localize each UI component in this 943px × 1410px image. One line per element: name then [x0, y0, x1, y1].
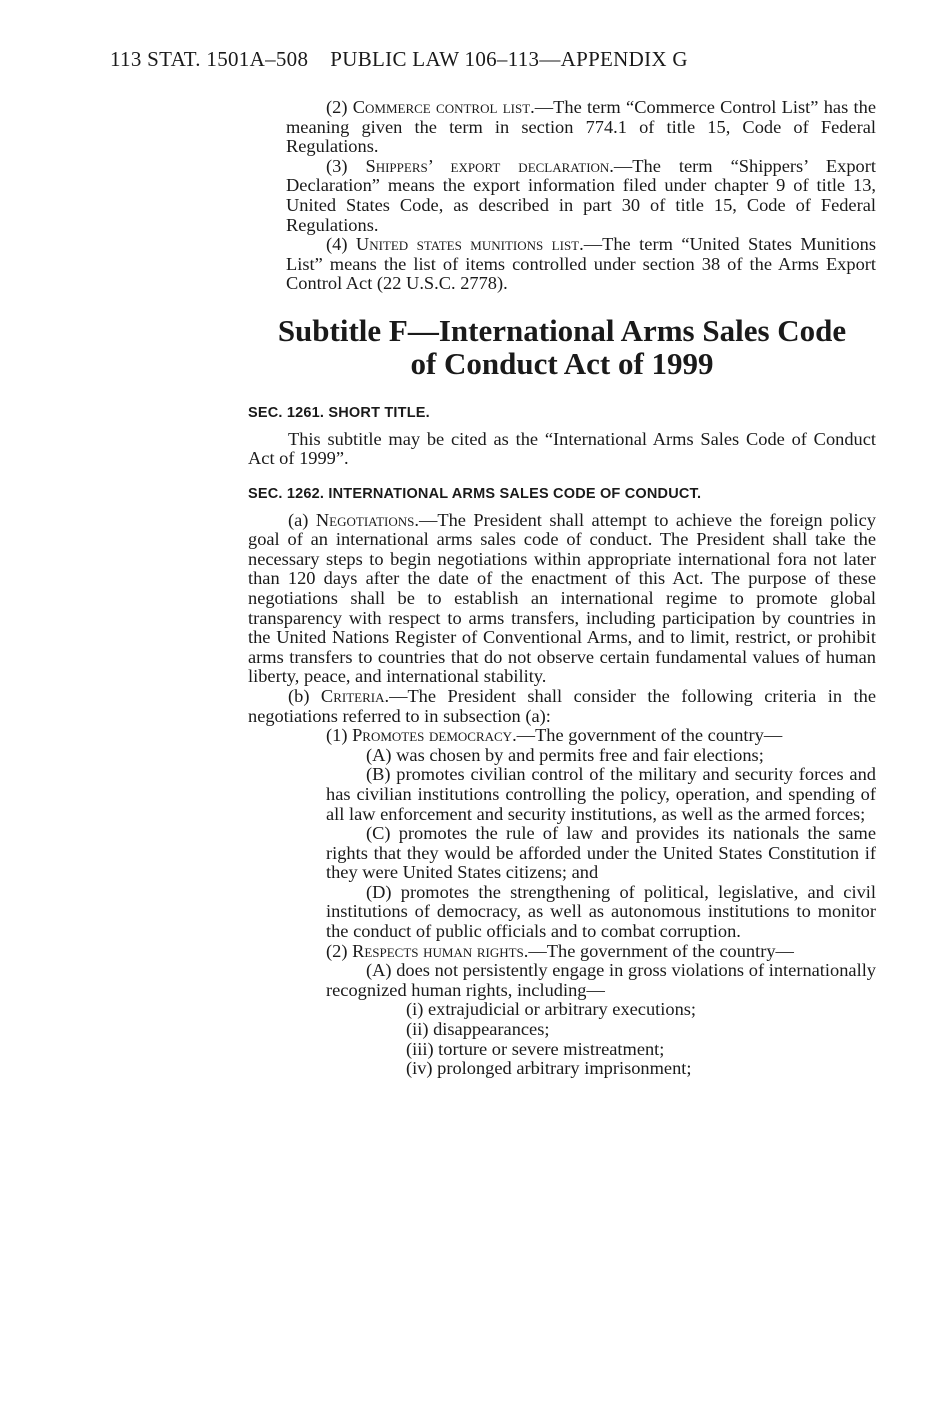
- subtitle-heading: Subtitle F—International Arms Sales Code of Conduct Act of 1999: [277, 313, 847, 381]
- section-1262: [248, 485, 876, 1079]
- subsection-term: Criteria.: [320, 685, 390, 706]
- defined-term: Shippers’ export declaration.: [365, 155, 614, 176]
- subparagraph: (C) promotes the rule of law and provides its nationals the same rights that they would be afforded under the United States Constitution if they were United States citizens; and: [326, 823, 876, 883]
- clause: (iii) torture or severe mistreatment;: [406, 1038, 665, 1059]
- paragraph-2: (2) Respects human rights.—The government of the country—: [326, 940, 794, 961]
- section-heading: SEC. 1262. INTERNATIONAL ARMS SALES CODE OF CONDUCT.: [248, 486, 702, 502]
- clause: (i) extrajudicial or arbitrary executions;: [406, 999, 697, 1020]
- definition-paragraph: (3) Shippers’ export declaration.—The term “Shippers’ Export Declaration” means the export information filed under chapter 9 of title 13, United States Code, as described in part 30 of title 15, Code of Federal Regulations.: [286, 155, 876, 235]
- subsection-b: (b) Criteria.—The President shall consider the following criteria in the negotiations referred to in subsection (a):: [248, 685, 876, 726]
- subparagraph: (A) does not persistently engage in gross violations of internationally recognized human rights, including—: [326, 960, 876, 1000]
- defined-term: United states munitions list.: [355, 234, 584, 255]
- running-header: [110, 47, 688, 72]
- law-title: PUBLIC LAW 106–113—APPENDIX G: [330, 47, 688, 71]
- paragraph-term: Respects human rights.: [352, 940, 529, 961]
- subsection-term: Negotiations.: [315, 509, 419, 530]
- definition-paragraph: (2) Commerce control list.—The term “Commerce Control List” has the meaning given the term in section 774.1 of title 15, Code of Federal Regulations.: [286, 97, 876, 157]
- section-heading: SEC. 1261. SHORT TITLE.: [248, 405, 430, 421]
- stat-citation: 113 STAT. 1501A–508: [110, 47, 309, 71]
- subsection-a: (a) Negotiations.—The President shall attempt to achieve the foreign policy goal of an international arms sales code of conduct. The President shall take the necessary steps to begin negotiations within appropriate international fora not later than 120 days after the date of the enactment of this Act. The purpose of these negotiations shall be to establish an international regime to promote global transparency with respect to arms transfers, including participation by countries in the United Nations Register of Conventional Arms, and to limit, restrict, or prohibit arms transfers to countries that do not observe certain fundamental values of human liberty, peace, and international stability.: [248, 509, 876, 687]
- clause: (ii) disappearances;: [406, 1019, 550, 1040]
- subparagraph: (D) promotes the strengthening of political, legislative, and civil institutions of democracy, as well as autonomous institutions to monitor the conduct of public officials and to combat corruption.: [326, 881, 876, 942]
- subparagraph: (A) was chosen by and permits free and fair elections;: [366, 744, 764, 765]
- defined-term: Commerce control list.: [352, 97, 535, 117]
- section-1261: [248, 404, 876, 469]
- definitions-block: [248, 98, 876, 294]
- section-text: This subtitle may be cited as the “International Arms Sales Code of Conduct Act of 1999”.: [248, 428, 876, 469]
- paragraph-term: Promotes democracy.: [352, 725, 517, 746]
- definition-paragraph: (4) United states munitions list.—The term “United States Munitions List” means the list of items controlled under section 38 of the Arms Export Control Act (22 U.S.C. 2778).: [286, 234, 877, 294]
- clause: (iv) prolonged arbitrary imprisonment;: [406, 1058, 692, 1079]
- paragraph-1: (1) Promotes democracy.—The government of the country—: [326, 725, 783, 746]
- subparagraph: (B) promotes civilian control of the military and security forces and has civilian institutions controlling the policy, operation, and spending of all law enforcement and security institutions, as well as the armed forces;: [326, 764, 876, 824]
